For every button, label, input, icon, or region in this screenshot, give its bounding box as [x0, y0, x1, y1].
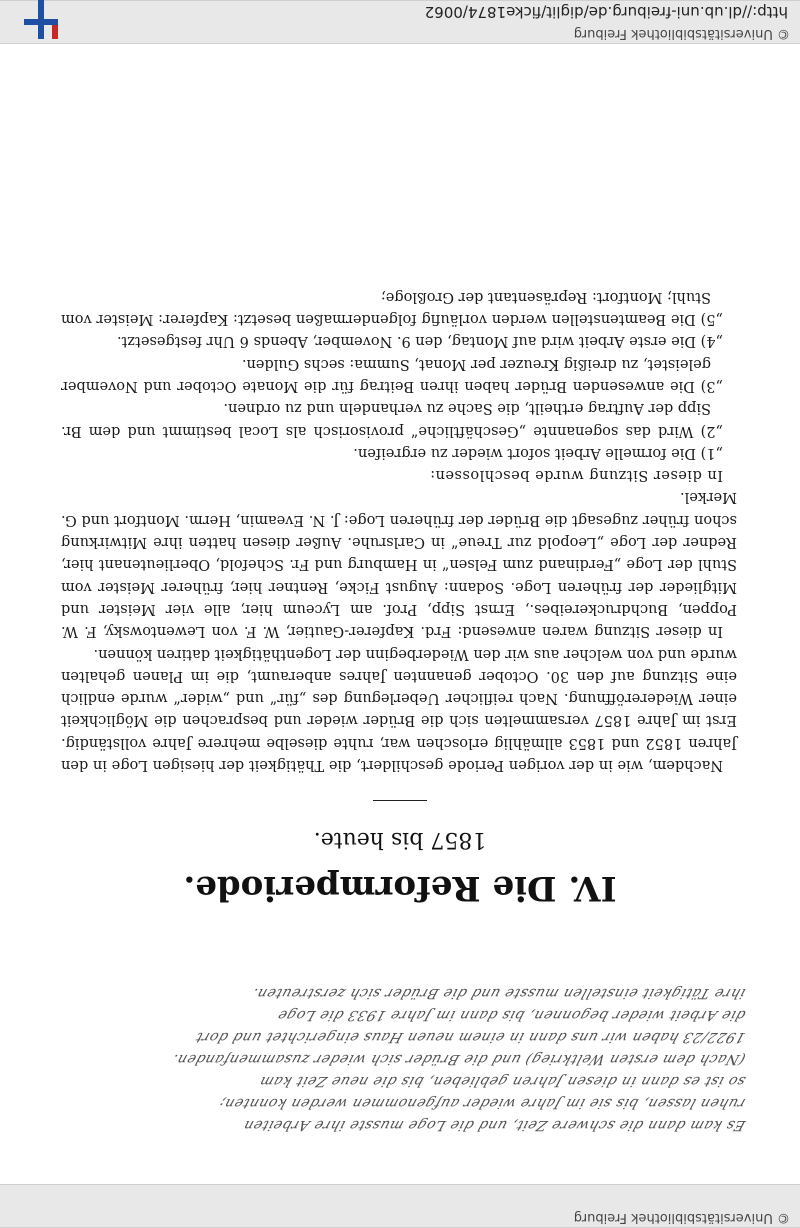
library-logo-icon — [22, 0, 58, 39]
paragraph: Nachdem, wie in der vorigen Periode geschildert, die Thätigkeit der hiesigen Loge in den Jahren 1852 und 1853 allmählig erloschen war, ruhte dieselbe mehrere Jahre vollständig. Erst im Jahre 1857 versammelten sich die Brüder wieder und besprachen die Möglichkeit einer Wiedereröffnung. Nach reiflicher Ueberlegung des „für“ und „wider“ wurde endlich eine Sitzung auf den 30. October genannten Jahres anberaumt, die im Planen gehalten wurde und von welcher aus wir den Wiederbeginn der Logenthätigkeit datiren können. — [61, 645, 737, 773]
handwritten-line: 1922/23 haben wir uns dann in einem neuen Haus eingerichtet und dort — [193, 1029, 748, 1045]
handwritten-line: ruhen lassen, bis sie im Jahre wieder aufgenommen werden konnten; — [216, 1095, 748, 1111]
resolution-item: „3) Die anwesenden Brüder haben ihren Beitrag für die Monate October und November geleistet, zu dreißig Kreuzer per Monat, Summa: sechs Gulden. — [61, 355, 723, 394]
scanned-page — [55, 56, 748, 1156]
paragraph: In dieser Sitzung wurde beschlossen: — [429, 467, 723, 484]
resolution-item: „4) Die erste Arbeit wird auf Montag, den 9. November, Abends 6 Uhr festgesetzt. — [116, 333, 723, 350]
handwritten-annotation — [55, 982, 748, 1136]
resolution-item: „1) Die formelle Arbeit sofort wieder zu ergreifen. — [353, 444, 723, 461]
handwritten-line: die Arbeit wieder begonnen, bis dann im Jahre 1933 die Loge — [275, 1007, 748, 1023]
handwritten-line: Es kam dann die schwere Zeit, und die Loge musste ihre Arbeiten — [241, 1117, 748, 1133]
copyright-credit: © Universitätsbibliothek Freiburg — [573, 1210, 790, 1225]
page-url[interactable]: http://dl.ub.uni-freiburg.de/diglit/ficke1874/0062 — [424, 3, 788, 21]
paragraph: In dieser Sitzung waren anwesend: Frd. Kapferer-Gautier, W. F. von Lewentowsky, F. W. Poppen, Buchdruckereibes., Ernst Sipp, Prof. am Lyceum hier, alle vier Meister und Mitglieder der früheren Loge. Sodann: August Ficke, Rentner hier, früherer Meister vom Stuhl der Loge „Ferdinand zum Felsen“ in Hamburg und Fr. Schefold, Oberlieutenant hier, Redner der Loge „Leopold zur Treue“ in Carlsruhe. Außer diesen hatten ihre Mitwirkung schon früher zugesagt die Brüder der früheren Loge: J. N. Eveamin, Herm. Montfort und G. Merkel. — [61, 489, 737, 640]
handwritten-line: (Nach dem ersten Weltkrieg) und die Brüder sich wieder zusammenfanden. — [169, 1051, 748, 1067]
viewer-address-bar — [0, 0, 800, 44]
chapter-subtitle: 1857 bis heute. — [313, 827, 487, 852]
viewer-header-bar — [0, 1184, 800, 1228]
resolution-item: „2) Wird das sogenannte „Geschäftliche“ provisorisch als Local bestimmt und dem Br. Sipp der Auftrag ertheilt, die Sache zu verhandeln und zu ordnen. — [61, 400, 723, 439]
handwritten-line: ihre Tätigkeit einstellen musste und die Brüder sich zerstreuten. — [249, 985, 748, 1001]
copyright-credit: © Universitätsbibliothek Freiburg — [573, 26, 790, 41]
section-rule — [373, 800, 427, 801]
chapter-title: IV. Die Reformperiode. — [183, 868, 617, 908]
body-text — [61, 285, 737, 776]
handwritten-line: so ist es dann in diesen Jahren geblieben, bis die neue Zeit kam — [257, 1073, 748, 1089]
resolution-item: „5) Die Beamtenstellen werden vorläufig folgendermaßen besetzt: Kapferer: Meister vom Stuhl; Montfort: Repräsentant der Großloge; — [61, 288, 723, 328]
